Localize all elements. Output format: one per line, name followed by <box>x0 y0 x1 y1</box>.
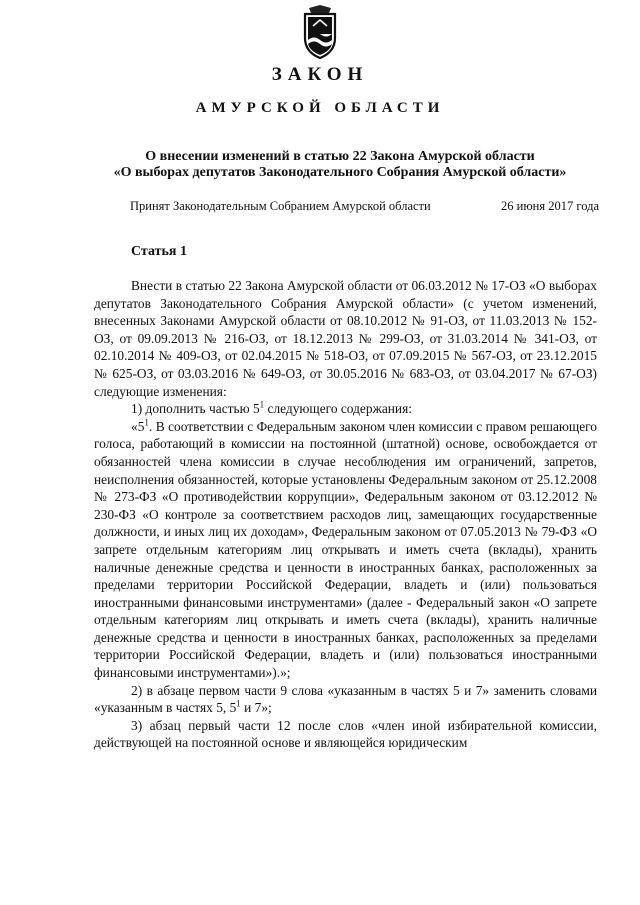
region-title: АМУРСКОЙ ОБЛАСТИ <box>195 100 445 116</box>
heading-line-2: «О выборах депутатов Законодательного Собрания Амурской области» <box>113 165 567 180</box>
item-2-pre: 2) в абзаце первом части 9 слова «указанным в частях 5 и 7» заменить словами «указанным в частях 5, 5 <box>94 682 597 716</box>
item-2-post: и 7»; <box>240 700 272 716</box>
adopted-by: Принят Законодательным Собранием Амурской области <box>130 199 431 213</box>
superscript: 1 <box>236 698 241 709</box>
heading-line-1: О внесении изменений в статью 22 Закона Амурской области <box>145 149 535 164</box>
item-1-pre: 1) дополнить частью 5 <box>131 401 260 417</box>
article-body <box>94 277 597 752</box>
article-title: Статья 1 <box>131 244 187 259</box>
coat-of-arms-emblem <box>297 4 343 60</box>
article-intro: Внести в статью 22 Закона Амурской области от 06.03.2012 № 17-ОЗ «О выборах депутатов Законодательного Собрания Амурской области» (с учетом изменений, внесенных Законами Амурской области от 08.10.2012 № 91-ОЗ, от 11.03.2013 № 152-ОЗ, от 09.09.2013 № 216-ОЗ, от 18.12.2013 № 299-ОЗ, от 31.03.2014 № 341-ОЗ, от 02.10.2014 № 409-ОЗ, от 02.04.2015 № 518-ОЗ, от 07.09.2015 № 567-ОЗ, от 23.12.2015 № 625-ОЗ, от 03.03.2016 № 649-ОЗ, от 30.05.2016 № 683-ОЗ, от 03.04.2017 № 67-ОЗ) следующие изменения: <box>94 278 597 399</box>
item-1-post: следующего содержания: <box>264 401 412 417</box>
item-3: 3) абзац первый части 12 после слов «член иной избирательной комиссии, действующей на постоянной основе и являющейся юридическим <box>94 717 597 751</box>
adoption-line <box>130 199 599 214</box>
superscript: 1 <box>259 399 265 410</box>
law-heading <box>60 149 620 181</box>
item-2 <box>94 682 597 717</box>
quote-open: «5 <box>131 418 145 434</box>
item-1-quote <box>94 418 597 682</box>
superscript: 1 <box>144 417 149 428</box>
item-1 <box>94 400 597 418</box>
law-title: ЗАКОН <box>271 64 369 85</box>
adopted-date: 26 июня 2017 года <box>501 199 599 213</box>
quote-text: . В соответствии с Федеральным законом член комиссии с правом решающего голоса, работающий в комиссии на постоянной (штатной) основе, освобождается от обязанностей члена комиссии в случае несоблюдения им ограничений, запретов, неисполнения обязанностей, которые установлены Федеральным законом от 25.12.2008 № 273-ФЗ «О противодействии коррупции», Федеральным законом от 03.12.2012 № 230-ФЗ «О контроле за соответствием расходов лиц, замещающих государственные должности, и иных лиц их доходам», Федеральным законом от 07.05.2013 № 79-ФЗ «О запрете отдельным категориям лиц открывать и иметь счета (вклады), хранить наличные денежные средства и ценности в иностранных банках, расположенных за пределами территории Российской Федерации, владеть и (или) пользоваться иностранными финансовыми инструментами» (далее - Федеральный закон «О запрете отдельным категориям лиц открывать и иметь счета (вклады), хранить наличные денежные средства и ценности в иностранных банках, расположенных за пределами территории Российской Федерации, владеть и (или) пользоваться иностранными финансовыми инструментами»).»; <box>94 418 597 681</box>
